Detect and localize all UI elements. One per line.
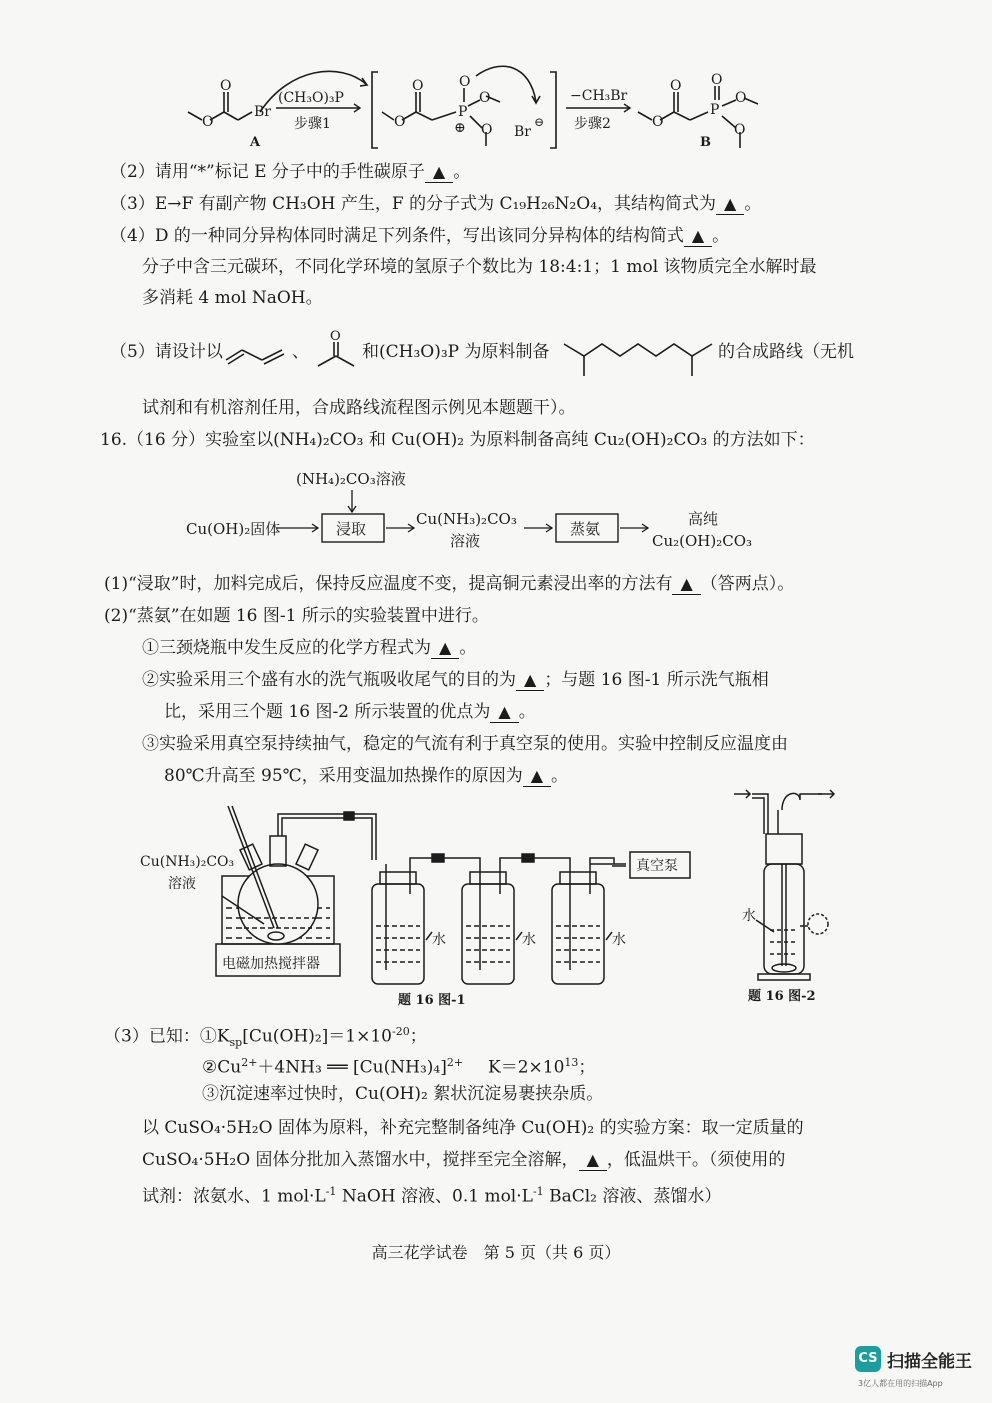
- question-16-3-condition-2: $②Cu^{2+}+4NH_3$ ══ $[Cu(NH_3)_4]^{2+}$: [202, 1056, 464, 1078]
- triangle-icon: ▲: [691, 226, 705, 245]
- page-footer: 高三花学试卷 第 5 页（共 6 页）: [371, 1243, 621, 1262]
- answer-blank[interactable]: [579, 1150, 607, 1171]
- flow-end-2: Cu₂(OH)₂CO₃: [652, 532, 753, 550]
- question-16-2-2-line2: 比，采用三个题 16 图-2 所示装置的优点为 ▲ 。: [164, 702, 536, 722]
- triangle-icon: ▲: [530, 766, 544, 785]
- molecule-b-label: B: [700, 135, 711, 150]
- question-16-2-3: ③实验采用真空泵持续抽气，稳定的气流有利于真空泵的使用。实验中控制反应温度由: [142, 734, 788, 754]
- question-16-2-3-line2: 80℃升高至 95℃，采用变温加热操作的原因为 ▲ 。: [164, 766, 569, 786]
- fig1-water-3: 水: [612, 932, 626, 948]
- butadiene-structure: [222, 338, 292, 366]
- intermediate-minus: ⊖: [534, 115, 545, 129]
- question-3: （3）E→F 有副产物 CH₃OH 产生，F 的分子式为 C₁₉H₂₆N₂O₄，其结构简式为 ▲ 。: [110, 194, 762, 214]
- svg-text:O: O: [394, 114, 406, 130]
- fig2-caption: 题 16 图-2: [748, 989, 816, 1004]
- svg-text:O: O: [734, 122, 746, 138]
- flow-start: Cu(OH)₂固体: [186, 520, 281, 538]
- camscanner-slogan: 3亿人都在用的扫描App: [858, 1379, 943, 1388]
- molecule-a-br: Br: [254, 104, 271, 120]
- step1-reagent: (CH₃O)₃P: [278, 90, 344, 106]
- step2-reagent: −CH₃Br: [570, 88, 628, 104]
- flow-mid-2: 溶液: [450, 532, 481, 550]
- question-5: （5）请设计以: [110, 342, 223, 362]
- q5-separator: 、: [292, 342, 309, 362]
- triangle-icon: ▲: [432, 162, 446, 181]
- question-5-line2: 试剂和有机溶剂任用，合成路线流程图示例见本题题干）。: [142, 398, 576, 418]
- target-alkane-structure: [560, 316, 718, 380]
- answer-blank[interactable]: [431, 638, 459, 659]
- answer-blank[interactable]: [425, 162, 453, 183]
- molecule-a-o1: O: [202, 114, 214, 130]
- svg-text:O: O: [670, 78, 682, 94]
- figure-16-1: [136, 800, 716, 1012]
- svg-text:O: O: [412, 78, 424, 94]
- fig1-caption: 题 16 图-1: [398, 993, 466, 1008]
- question-16-2: (2)“蒸氨”在如题 16 图-1 所示的实验装置中进行。: [104, 606, 489, 626]
- svg-text:P: P: [710, 102, 720, 118]
- flow-end-1: 高纯: [688, 510, 719, 528]
- camscanner-name: 扫描全能王: [887, 1352, 972, 1372]
- answer-blank[interactable]: [523, 766, 551, 787]
- figure-16-2: [730, 780, 850, 1006]
- acetone-structure: [312, 326, 360, 374]
- triangle-icon: ▲: [680, 574, 693, 593]
- answer-blank[interactable]: [716, 194, 744, 215]
- intermediate-p: P: [458, 104, 468, 120]
- fig1-water-2: 水: [522, 932, 536, 948]
- intermediate-plus: ⊕: [454, 120, 466, 136]
- svg-text:O: O: [479, 90, 491, 106]
- question-16-3-line6: 试剂：浓氨水、1 $mol\cdot L^{-1}$ NaOH 溶液、0.1 $mol\cdot L^{-1}$ BaCl₂ 溶液、蒸馏水）: [142, 1185, 722, 1207]
- question-2: （2）请用“*”标记 E 分子中的手性碳原子 ▲ 。: [110, 162, 471, 182]
- svg-text:O: O: [652, 114, 664, 130]
- step1-label: 步骤1: [294, 116, 331, 132]
- fig1-water-1: 水: [432, 932, 446, 948]
- question-4: （4）D 的一种同分异构体同时满足下列条件，写出该同分异构体的结构简式 ▲ 。: [110, 226, 730, 246]
- question-16-3-constant: $K=2\times 10^{13}$；: [488, 1056, 596, 1078]
- fig1-stirrer: 电磁加热搅拌器: [222, 956, 320, 972]
- question-16-3-line5: CuSO₄·5H₂O 固体分批加入蒸馏水中，搅拌至完全溶解， ▲ ，低温烘干。（须使用的: [142, 1150, 786, 1170]
- triangle-icon: ▲: [586, 1150, 599, 1169]
- fig1-solution-2: 溶液: [168, 876, 196, 892]
- process-flow: [180, 462, 780, 554]
- svg-text:浸取: 浸取: [336, 520, 367, 538]
- reaction-scheme: [180, 62, 800, 158]
- answer-blank[interactable]: [672, 574, 700, 595]
- q5-mid: 和(CH₃O)₃P 为原料制备: [362, 342, 550, 362]
- answer-blank[interactable]: [516, 670, 544, 691]
- triangle-icon: ▲: [524, 670, 537, 689]
- question-4-line2: 分子中含三元碳环，不同化学环境的氢原子个数比为 18:4:1；1 mol 该物质完全水解时最: [142, 257, 817, 277]
- question-16-2-2: ②实验采用三个盛有水的洗气瓶吸收尾气的目的为 ▲ ；与题 16 图-1 所示洗气瓶相: [142, 670, 769, 690]
- question-16-title: 16.（16 分）实验室以(NH₄)₂CO₃ 和 Cu(OH)₂ 为原料制备高纯 Cu₂(OH)₂CO₃ 的方法如下：: [100, 430, 815, 450]
- molecule-a-o2: O: [220, 78, 232, 94]
- molecule-a-label: A: [250, 135, 261, 150]
- question-16-3-condition-3: ③沉淀速率过快时，Cu(OH)₂ 絮状沉淀易裹挟杂质。: [202, 1084, 604, 1104]
- fig2-water: 水: [742, 908, 756, 924]
- svg-text:O: O: [711, 72, 723, 88]
- intermediate-br: Br: [514, 124, 531, 140]
- triangle-icon: ▲: [498, 702, 511, 721]
- fig1-pump: 真空泵: [636, 858, 678, 874]
- triangle-icon: ▲: [724, 194, 737, 213]
- question-16-2-1: ①三颈烧瓶中发生反应的化学方程式为 ▲ 。: [142, 638, 477, 658]
- question-16-3-line4: 以 CuSO₄·5H₂O 固体为原料，补充完整制备纯净 Cu(OH)₂ 的实验方案：取一定质量的: [142, 1118, 804, 1138]
- camscanner-logo-icon: CS: [855, 1346, 881, 1372]
- fig1-solution-1: Cu(NH₃)₂CO₃: [140, 854, 235, 870]
- question-4-line3: 多消耗 4 mol NaOH。: [142, 288, 323, 308]
- flow-reagent-top: (NH₄)₂CO₃溶液: [296, 470, 406, 488]
- answer-blank[interactable]: [490, 702, 518, 723]
- svg-text:O: O: [735, 90, 747, 106]
- question-16-1: (1)“浸取”时，加料完成后，保持反应温度不变，提高铜元素浸出率的方法有 ▲ （答两点）。: [104, 574, 795, 594]
- flow-mid-1: Cu(NH₃)₂CO₃: [416, 510, 517, 528]
- answer-blank[interactable]: [684, 226, 712, 247]
- svg-text:蒸氨: 蒸氨: [570, 520, 601, 538]
- svg-text:O: O: [459, 74, 471, 90]
- svg-text:O: O: [481, 122, 493, 138]
- svg-text:O: O: [330, 329, 341, 344]
- triangle-icon: ▲: [439, 638, 452, 657]
- question-16-3: （3）已知：$①K_{sp}[Cu(OH)_2]=1\times 10^{-20}$；: [104, 1025, 427, 1050]
- q5-post: 的合成路线（无机: [718, 342, 854, 362]
- step2-label: 步骤2: [574, 116, 611, 132]
